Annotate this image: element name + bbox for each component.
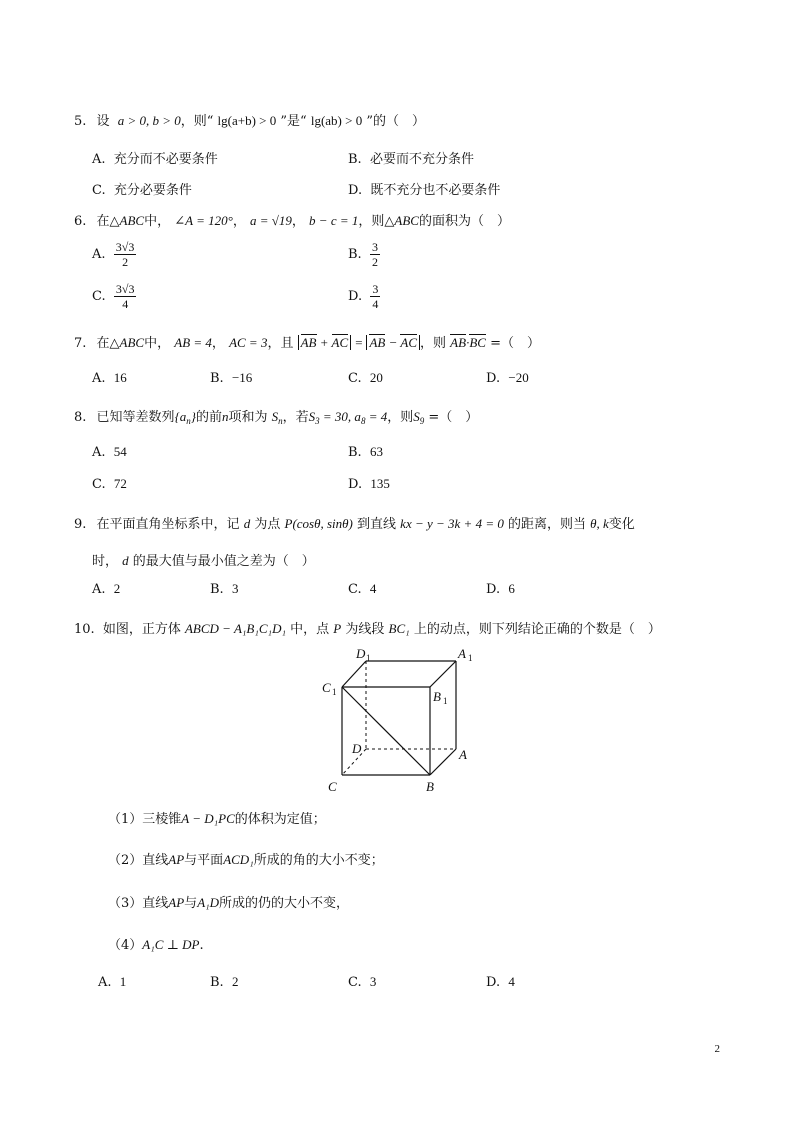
question-number: 7. bbox=[74, 336, 87, 351]
question-5-stem bbox=[74, 110, 425, 129]
label-a1: A bbox=[458, 646, 466, 661]
q5-option-c: C. 充分必要条件 bbox=[92, 183, 192, 198]
q5-option-b: B. 必要而不充分条件 bbox=[348, 152, 474, 167]
label-d1: D bbox=[356, 646, 366, 661]
math-angle: ∠A = 120° bbox=[174, 213, 233, 228]
q6-option-b: B. $\frac{3}{2}$ bbox=[348, 240, 378, 269]
q10-item-1: （1）三棱锥A − D₁PC的体积为定值； bbox=[108, 811, 326, 827]
stem-text: 设 bbox=[96, 114, 110, 129]
label-a: A bbox=[459, 747, 467, 762]
vector-dot-product: AB·BC bbox=[450, 335, 486, 350]
question-7-stem: 7. 在△ABC中， AB = 4， AC = 3，且 AB + AC = AB − AC ，则 AB·BC =（ ） bbox=[74, 335, 540, 351]
math-cube: ABCD − A₁B₁C₁D₁ bbox=[184, 621, 286, 636]
q7-option-a: A. 16 bbox=[92, 370, 127, 386]
q10-option-a: A. 1 bbox=[98, 974, 127, 990]
question-number: 9. bbox=[74, 517, 87, 532]
q10-item-2: （2）直线AP与平面ACD₁所成的角的大小不变； bbox=[108, 852, 384, 868]
math-line: kx − y − 3k + 4 = 0 bbox=[400, 516, 504, 531]
svg-text:1: 1 bbox=[443, 696, 448, 706]
question-number: 5. bbox=[74, 114, 87, 129]
svg-text:1: 1 bbox=[366, 653, 371, 663]
edge-a-b bbox=[430, 749, 456, 775]
q6-option-d: D. $\frac{3}{4}$ bbox=[348, 282, 379, 311]
condition-s3-a8: $S_3 = 30$, $a_8 = 4$ bbox=[308, 409, 388, 426]
question-9-stem-cont: 时， d 的最大值与最小值之差为（ ） bbox=[92, 553, 315, 569]
question-6-stem: 6. 在△ABC中， ∠A = 120°， a = √19， b − c = 1，则△ABC的面积为（ ） bbox=[74, 213, 510, 229]
q8-option-c: C. 72 bbox=[92, 476, 127, 492]
q5-option-d: D. 既不充分也不必要条件 bbox=[348, 183, 501, 198]
stem-text: ”的（ ） bbox=[366, 114, 425, 129]
label-c: C bbox=[328, 779, 337, 794]
q9-option-b: B. 3 bbox=[210, 581, 239, 597]
segment-c1-b bbox=[342, 687, 430, 775]
q10-item-3: （3）直线AP与A₁D所成的仍的大小不变， bbox=[108, 895, 350, 911]
q8-option-d: D. 135 bbox=[348, 476, 390, 492]
q9-option-a: A. 2 bbox=[92, 581, 121, 597]
sequence-notation: $\{a_n\}$ bbox=[174, 409, 196, 426]
math-point: P(cosθ, sinθ) bbox=[284, 516, 353, 531]
q9-option-d: D. 6 bbox=[486, 581, 515, 597]
q5-option-a: A. 充分而不必要条件 bbox=[92, 152, 218, 167]
q7-option-b: B. −16 bbox=[210, 370, 253, 386]
math-condition: a > 0, b > 0 bbox=[117, 113, 181, 128]
sum-notation: $S_n$ bbox=[271, 409, 283, 426]
label-c1: C bbox=[322, 680, 331, 695]
math-side-a: a = √19 bbox=[249, 213, 292, 228]
question-10-stem: 10. 如图，正方体 ABCD − A₁B₁C₁D₁ 中，点 P 为线段 BC₁ 上的动点，则下列结论正确的个数是（ ） bbox=[74, 621, 661, 637]
vector-equation: AB + AC = AB − AC bbox=[298, 335, 420, 350]
label-b: B bbox=[426, 779, 434, 794]
q10-option-b: B. 2 bbox=[210, 974, 239, 990]
q7-option-c: C. 20 bbox=[348, 370, 383, 386]
q6-option-c: C. $\frac{3√3}{4}$ bbox=[92, 282, 135, 311]
math-ac: AC = 3 bbox=[229, 335, 268, 350]
math-ab: AB = 4 bbox=[174, 335, 212, 350]
edge-b1-a1 bbox=[430, 661, 456, 687]
label-d: D bbox=[352, 741, 362, 756]
q10-option-d: D. 4 bbox=[486, 974, 515, 990]
question-number: 10. bbox=[74, 622, 95, 637]
q9-option-c: C. 4 bbox=[348, 581, 377, 597]
q10-option-c: C. 3 bbox=[348, 974, 377, 990]
edge-c1-d1 bbox=[342, 661, 366, 687]
q8-option-a: A. 54 bbox=[92, 444, 127, 460]
q10-item-4: （4）A₁C ⊥ DP. bbox=[108, 937, 204, 953]
question-9-stem: 9. 在平面直角坐标系中，记 d 为点 P(cosθ, sinθ) 到直线 kx − y − 3k + 4 = 0 的距离，则当 θ, k变化 bbox=[74, 516, 635, 532]
math-expression: lg(a+b) > 0 bbox=[217, 113, 277, 128]
svg-text:1: 1 bbox=[468, 653, 473, 663]
page-number: 2 bbox=[714, 1043, 720, 1055]
question-number: 6. bbox=[74, 214, 87, 229]
math-sides: b − c = 1 bbox=[309, 213, 359, 228]
stem-text: ，则“ bbox=[180, 114, 214, 129]
math-expression: lg(ab) > 0 bbox=[310, 113, 363, 128]
label-b1: B bbox=[433, 689, 441, 704]
stem-text: ”是“ bbox=[280, 114, 307, 129]
svg-text:1: 1 bbox=[332, 687, 337, 697]
q7-option-d: D. −20 bbox=[486, 370, 529, 386]
cube-figure bbox=[318, 645, 488, 800]
q6-option-a: A. $\frac{3√3}{2}$ bbox=[92, 240, 135, 269]
s9-notation: $S_9$ bbox=[413, 409, 425, 426]
math-segment: BC₁ bbox=[388, 621, 410, 636]
question-number: 8. bbox=[74, 410, 87, 425]
question-8-stem: 8. 已知等差数列$\{a_n\}$的前n项和为 $S_n$，若$S_3 = 30$, $a_8 = 4$，则$S_9$ =（ ） bbox=[74, 409, 479, 426]
q8-option-b: B. 63 bbox=[348, 444, 383, 460]
